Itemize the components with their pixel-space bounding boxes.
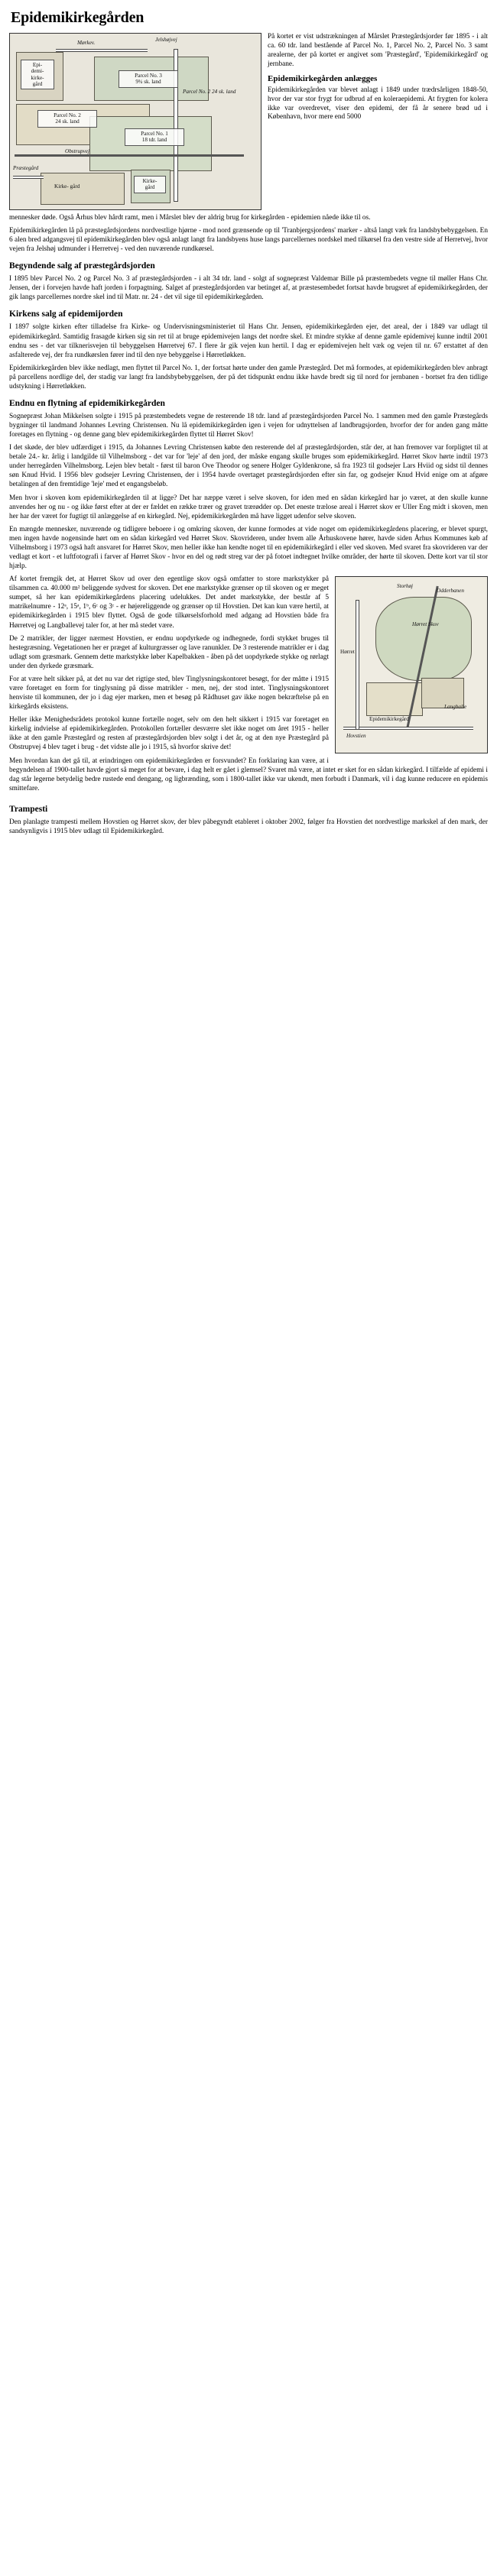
map-label: Storhøj xyxy=(397,583,414,590)
map-label: Hovstien xyxy=(346,733,366,740)
map-label: Hørret xyxy=(340,649,355,656)
map-label: Parcel No. 3 9¾ sk. land xyxy=(119,70,178,88)
map-label: Hørret Skov xyxy=(412,621,439,628)
paragraph: I det skøde, der blev udfærdiget i 1915, da Johannes Levring Christensen købte den resterende del af præstegårdsjorden, står der, at han fremover var forpligtet til at betale 24.- kr. årlig i landgilde til Vilhelmsborg - det var for 'leje' af den jord, der måske engang skulle bruges som epidemikirkegård. Hørret Skov hørte indtil 1973 under herregården Vilhelmsborg. Lejen blev betalt - først til baron Ove Theodor og senere Holger Gyldenkrone, så fra 1923 til godsejer Lars Hviid og sidst til dennes søn Knud Hvid. I 1956 blev godsejer Levring Christensen, der i 1954 havde overtaget præstegårdsjorden efter sin far, og godsejer Knud Hvid enige om at afgøre betalingen af den fremtidige 'leje' med et engangsbeløb. xyxy=(9,444,488,489)
map2-road-hovstien xyxy=(343,727,473,730)
paragraph: Af kortet fremgik det, at Hørret Skov ud over den egentlige skov også omfatter to store markstykker på tilsammen ca. 40.000 m² beliggende sydvest for skoven. Det ene markstykke grænser op til skoven og er meget sumpet, så her kan epidemikirkegårdens placering udelukkes. Det andet markstykke, der består af 5 matrikelnumre - 12ᵃ, 15ᵃ, 1ᵇ, 6ᶜ og 3ᶜ - er højereliggende og grænser op til Hovstien. Det kan kun være hertil, at epidemikirkegården i 1915 blev flyttet. Også de gode tilkørselsforhold med adgang ad Hovstien både fra Hørretvej og Langballevej taler for, at her må stedet være. xyxy=(9,575,329,630)
intro-paragraph-2: Epidemikirkegården var blevet anlagt i 1849 under trædrsårligen 1848-50, hvor der var stor frygt for udbrud af en koleraepidemi. At frygten for kolera ikke var overdrevet, viser den epidemi, der få år senere brød ud i København, hvor mere end 5000 xyxy=(268,86,488,122)
map-label: Odderbanen xyxy=(437,588,464,595)
section-heading: Begyndende salg af præstegårdsjorden xyxy=(9,261,155,271)
map-label: Parcel No. 2 24 sk. land xyxy=(183,89,236,95)
paragraph: Men hvor i skoven kom epidemikirkegården til at ligge? Det har næppe været i selve skoven, for iden med en sådan kirkegård har jo været, at den skulle kunne anvendes her og nu - og ikke først efter at der er fældet en række træer og gravet trærødder op. Det eneste trælose areal i Hørret skov er Uller Eng midt i skoven, men her har der været for fugtigt til anlæggelse af en kirkegård. Nej, epidemikirkegården må have ligget udenfor selve skoven. xyxy=(9,494,488,520)
section-heading: Kirkens salg af epidemijorden xyxy=(9,309,123,319)
section-heading: Endnu en flytning af epidemikirkegården xyxy=(9,398,165,408)
paragraph: For at være helt sikker på, at det nu var det rigtige sted, blev Tinglysningskontoret besøgt, for der måtte i 1915 være foretaget en form for tinglysning på disse matrikler - men, nej, der stod intet. Tinglysningskontoret henviste til kommunen, der jo i dag ejer marken, men et besøg på Rådhuset gav ikke nogen bekræftelse på en kirkegårds eksistens. xyxy=(9,675,329,711)
paragraph: Heller ikke Menighedsrådets protokol kunne fortælle noget, selv om den helt sikkert i 1915 var foretaget en kirkelig indvielse af epidemikirkegården. Protokollen fortæller desværre slet ikke noget om året 1915 - heller ikke at den gamle Præstegård og resten af præstegårdsjorden blev solgt i det år, og at den nye Præstegård på Obstrupvej 4 blev taget i brug - det vidste alle jo i 1915, så hvorfor skrive det! xyxy=(9,716,329,752)
page-title: Epidemikirkegården xyxy=(11,9,145,26)
parcel-map-hovstien xyxy=(335,576,488,753)
map2-road-horret xyxy=(356,600,359,730)
map-railway-odderbanen xyxy=(15,154,244,157)
map-label: Parcel No. 1 18 tdr. land xyxy=(125,128,184,146)
map-road-obstrupvej xyxy=(13,176,44,179)
map-label: Epidemikirkegård xyxy=(369,716,409,723)
body-continued xyxy=(9,213,488,254)
map-label: Kirke- gård xyxy=(134,176,166,193)
map-label: Mørkev. xyxy=(77,40,96,46)
paragraph: Sognepræst Johan Mikkelsen solgte i 1915 på præstembedets vegne de resterende 18 tdr. land af præstegårdsjorden Parcel No. 1 sammen med den gamle Præstegårds bygninger til landmand Johannes Levring Christensen. Nu lå epidemikirkegården igen i vejen for udnyttelsen af landbrugsjorden, hvorfor der for anden gang måtte foretages en flytning - og denne gang blev epidemikirkegården flyttet til Hørret Skov! xyxy=(9,412,488,439)
map2-forest xyxy=(375,597,472,681)
paragraph: I 1895 blev Parcel No. 2 og Parcel No. 3 af præstegårdsjorden - i alt 34 tdr. land - solgt af sognepræst Valdemar Bille på præstembedets vegne til møller Hans Chr. Jensen, der i forvejen havde haft jorden i forpagtning. Salget af præstegårdsjorden var betinget af, at præstesembedet fortsat havde brugsret af epidemikirkegården, der gik langs parcellernes nordre skel ind til Matr. nr. 24 - det vil sige til epidemikirkegården. xyxy=(9,275,488,302)
intro-column xyxy=(268,33,488,126)
map-label: Langballe xyxy=(444,704,467,711)
map-label: Epi- demi- kirke- gård xyxy=(21,60,54,89)
paragraph: I 1897 solgte kirken efter tilladelse fra Kirke- og Undervisningsministeriet til Hans Chr. Jensen, epidemikirkegården ejer, det areal, der i 1849 var udlagt til epidemikirkegård. Samtidig frasagde kirken sig sin ret til at bruge epidemivejen langs det nordre skel. Et mindre stykke af denne gamle epidemivej kunne indtil 2001 endnu ses - det var tilknerisvejen til bebyggelsen Hørretvej 67. I flere år gik vejen kun hertil. I dag er epidemivejen helt væk og vejen til nr. 67 erstattet af den asfalterede vej, der fra rundkørslen fører ind til den nye bebyggelse i Hørretløkken. xyxy=(9,323,488,359)
paragraph: Epidemikirkegården lå på præstegårdsjordens nordvestlige hjørne - mod nord grænsende op til 'Tranbjergsjordens' marker - altså langt væk fra landsbybebyggelsen. En 6 alen bred adgangsvej til epidemikirkegården blev også anlagt langt fra landsbyens huse langs parcellernes nordskel med tilkørsel fra den vestre side af Herretvej, hvor vejen fra Jelshøj udmunder i Herretvej - ved den nuværende rundkørsel. xyxy=(9,227,488,254)
section-heading: Trampesti xyxy=(9,804,48,814)
section-endnu-en-flytning xyxy=(9,398,488,797)
paragraph: Epidemikirkegården blev ikke nedlagt, men flyttet til Parcel No. 1, der fortsat hørte under den gamle Præstegård. Det må formodes, at epidemikirkegården blev anbragt på parcellens nordlige del, der stadig var langt fra landsbybebyggelsen, der på det tidspunkt endnu ikke havde bredt sig til nord for jernbanen - bortset fra den tidlige udstykning i Hørretløkken. xyxy=(9,364,488,390)
top-section xyxy=(9,33,488,210)
section-begyndende-salg xyxy=(9,261,488,302)
paragraph: mennesker døde. Også Århus blev hårdt ramt, men i Mårslet blev der aldrig brug for kirkegården - epidemien nåede ikke til os. xyxy=(9,214,371,222)
document-page xyxy=(0,0,497,851)
map-label: Præstegård xyxy=(13,165,39,171)
section-kirkens-salg xyxy=(9,309,488,390)
map-road-morkevej xyxy=(56,49,148,52)
intro-paragraph: På kortet er vist udstrækningen af Mårslet Præstegårdsjorder før 1895 - i alt ca. 60 tdr. land bestående af Parcel No. 1, Parcel No. 2, Parcel No. 3 samt arealerne, der på kortet er angivet som 'Præstegård', 'Epidemikirkegård' og jernbane. xyxy=(268,33,488,68)
map-label: Kirke- gård xyxy=(54,183,80,190)
map-label: Obstrupvej xyxy=(65,148,89,154)
paragraph: En mængde mennesker, nuværende og tidligere beboere i og omkring skoven, der kunne formodes at vide noget om epidemikirkegårdens placering, er blevet spurgt, men ingen havde nogensinde hørt om en sådan kirkegård ved Hørret Skov. Skovrideren, under hvem alle Århuskovene hører, havde siden Århus Kommunes køb af Vilhelmsborg i 1973 også haft ansvaret for Hørret Skov, men heller ikke han kendte noget til en epidemikirkegård i eller ved skoven. Med svaret fra skovrideren var der vedlagt et kort - et luftfotografi i farver af Hørret Skov - hvor en del og rødt streg var der på fotoet indtegnet hvilke områder, der hørte til skoven. Dette kort var til stor hjælp. xyxy=(9,525,488,571)
paragraph: Men hvordan kan det gå til, at erindringen om epidemikirkegården er forsvundet? En forklaring kan være, at i begyndelsen af 1900-tallet havde gjort så meget for at bevare, i dag helt er gået i glemsel? Svaret må være, at intet er sket for en sådan kirkegård. I tilfælde af epidemi i dag står legerne betydelig bedre rustede end dengang, og ligbrænding, som i 1800-tallet ikke var ukendt, men forbudt i Danmark, vil i dag kunne reducere en epidemis smittefare. xyxy=(9,757,488,792)
parcel-map-1895 xyxy=(9,33,261,210)
section-heading-anlaegges: Epidemikirkegården anlægges xyxy=(268,73,378,83)
paragraph: De 2 matrikler, der ligger nærmest Hovstien, er endnu uopdyrkede og indhegnede, fordi stykket bruges til hestegræsning. Vegetationen her er præget af kulturgræsser og lave ranunkler. De 3 resterende matrikler er i dag udlagt som græsmark. Gennem dette markstykke løber Kapelbakken - åben på det uopdyrkede stykke og rørlagt under den dyrkede græsmark. xyxy=(9,634,329,670)
map-label: Parcel No. 2 24 sk. land xyxy=(37,110,97,128)
section-trampesti xyxy=(9,804,488,836)
paragraph: Den planlagte trampesti mellem Hovstien og Hørret skov, der blev påbegyndt etableret i oktober 2002, følger fra Hovstien det nordvestlige markskel af den mark, der sandsynligvis i 1915 blev udlagt til Epidemikirkegård. xyxy=(9,818,488,835)
map-field-praestegaard xyxy=(41,173,125,205)
map-label: Jelshøjvej xyxy=(155,37,177,43)
